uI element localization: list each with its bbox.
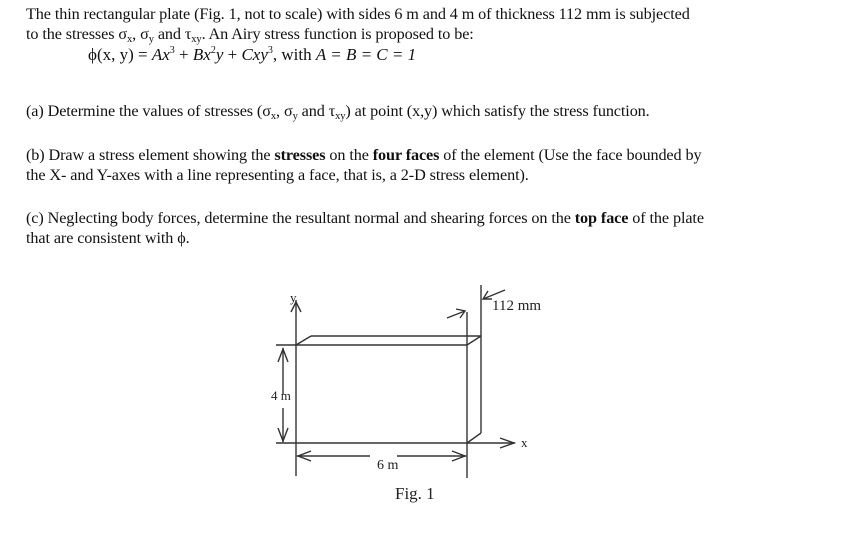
plate-depth-edge-tr [467,336,481,345]
part-a: (a) Determine the values of stresses ($\sigma_x$, $\sigma_y$ and $\tau_{xy}$) at point (x,y) which satisfy the stress function. [26,102,650,122]
thickness-label: 112 mm [492,298,542,314]
intro-line-2: to the stresses $\sigma_x$, $\sigma_y$ and $\tau_{xy}$. An Airy stress function is proposed to be: [26,25,474,45]
part-c: (c) Neglecting body forces, determine the resultant normal and shearing forces on the top face of the plate that are consistent with ϕ. [26,209,704,247]
airy-stress-function-equation: ϕ(x, $y) = Ax^3 + Bx^2y + Cxy^3$, with A = B = C = 1 [88,45,417,64]
part-b: (b) Draw a stress element showing the stresses on the four faces of the element (Use the face bounded by the X- and Y-axes with a line representing a face, that is, a 2-D stress element). [26,146,702,184]
x-axis-label: x [521,435,528,450]
height-label: 4 m [271,388,291,403]
width-label: 6 m [377,458,399,473]
sigma-y: $\sigma_y$ [140,25,154,45]
figure-caption: Fig. 1 [395,484,435,503]
tau-xy: $\tau_{xy}$ [184,25,202,45]
plate-depth-edge-tl [296,336,311,345]
plate-depth-edge-br [467,433,481,443]
sigma-x: $\sigma_x$ [118,25,133,45]
intro-line-1: The thin rectangular plate (Fig. 1, not to scale) with sides 6 m and 4 m of thickness 112 mm is subjected [26,5,690,23]
y-axis-label: y [290,290,297,305]
